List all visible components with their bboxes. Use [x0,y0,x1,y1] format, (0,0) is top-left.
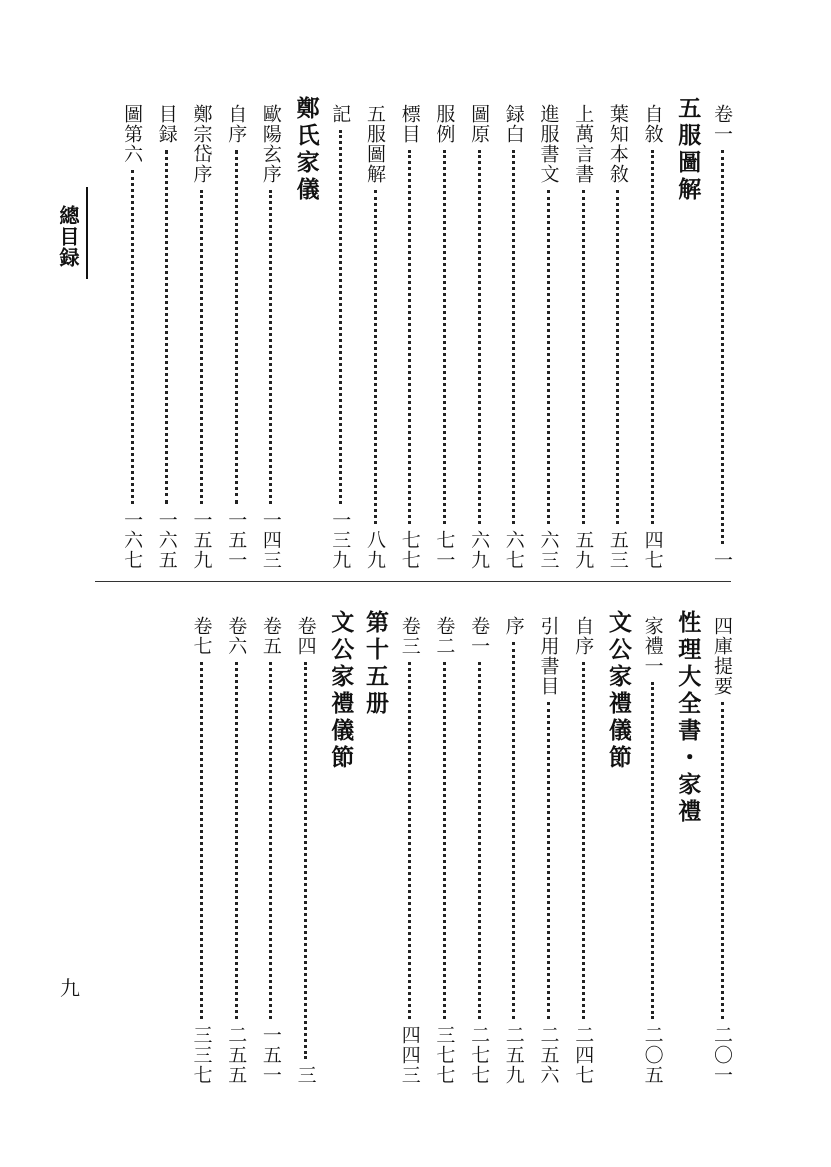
entry-page: 一 [711,550,733,570]
entry-title: 進服書文 [537,104,560,184]
leader-dots [235,662,238,1019]
entry-title: 卷五 [259,616,282,656]
entry-page: 一五一 [225,510,248,570]
entry-page: 一六五 [155,510,178,570]
entry-page: 三七七 [433,1025,456,1085]
entry-page: 二〇一 [711,1025,733,1085]
entry-page: 六七 [502,530,525,570]
toc-entry [641,616,665,1085]
heading-title: 性理大全書・家禮 [674,610,701,826]
toc-entry [710,104,734,570]
entry-title: 目録 [155,104,178,144]
leader-dots [582,662,585,1019]
heading-title: 第十五册 [362,610,388,718]
toc-entry [294,616,318,1085]
section-divider [95,581,731,582]
toc-entry [224,104,248,570]
toc-entry [710,616,734,1085]
entry-page: 三三七 [190,1025,213,1085]
toc-entry [537,616,561,1085]
entry-title: 標目 [398,104,421,144]
toc-entry [190,616,214,1085]
leader-dots [200,190,203,504]
leader-dots [443,150,446,524]
leader-dots [512,642,515,1019]
entry-title: 服例 [433,104,456,144]
toc-entry [502,616,526,1085]
entry-title: 卷七 [190,616,213,656]
leader-dots [721,702,724,1019]
toc-entry [502,104,526,570]
toc-entry [641,104,665,570]
entry-page: 六九 [468,530,491,570]
entry-page: 七一 [433,530,456,570]
entry-page: 五三 [606,530,629,570]
toc-entry [259,616,283,1085]
toc-entry [363,104,387,570]
toc-entry [467,104,491,570]
leader-dots [478,662,481,1019]
leader-dots [304,662,307,1059]
entry-page: 八九 [364,530,386,570]
toc-entry [155,104,179,570]
toc-entry [571,104,595,570]
entry-title: 卷四 [294,616,317,656]
leader-dots [512,150,515,524]
leader-dots [721,150,724,544]
running-head-rule [86,187,88,279]
toc-entry [571,616,595,1085]
toc-entry [537,104,561,570]
entry-title: 卷二 [433,616,456,656]
entry-page: 六三 [537,530,560,570]
leader-dots [408,662,411,1019]
leader-dots [235,150,238,504]
leader-dots [269,190,272,504]
leader-dots [478,150,481,524]
leader-dots [408,150,411,524]
leader-dots [374,190,377,524]
entry-title: 記 [329,104,352,124]
leader-dots [651,682,654,1019]
page-number: 九 [60,976,80,1000]
heading-title: 文公家禮儀節 [604,610,631,772]
entry-title: 自序 [572,616,595,656]
entry-page: 一四三 [259,510,282,570]
entry-page: 五九 [572,530,595,570]
heading-title: 五服圖解 [674,96,701,204]
entry-title: 自序 [225,104,248,144]
entry-page: 四七 [641,530,664,570]
entry-title: 四庫提要 [711,616,733,696]
entry-page: 一六七 [121,510,144,570]
toc-entry [259,104,283,570]
entry-page: 二〇五 [641,1025,664,1085]
toc-entry [467,616,491,1085]
leader-dots [131,170,134,504]
entry-page: 四四三 [398,1025,421,1085]
entry-title: 卷六 [225,616,248,656]
heading-title: 文公家禮儀節 [327,610,354,772]
heading-title: 鄭氏家儀 [292,96,319,204]
entry-title: 圖第六 [121,104,144,164]
entry-page: 一五一 [259,1025,282,1085]
entry-page: 二五九 [502,1025,525,1085]
leader-dots [582,190,585,524]
leader-dots [165,150,168,504]
entry-page: 二七七 [468,1025,491,1085]
entry-title: 録白 [502,104,525,144]
toc-entry [606,104,630,570]
entry-page: 一三九 [329,510,352,570]
entry-title: 引用書目 [537,616,560,696]
entry-title: 自敘 [641,104,664,144]
entry-title: 卷一 [468,616,491,656]
entry-title: 葉知本敘 [606,104,629,184]
toc-entry [328,104,352,570]
leader-dots [616,190,619,524]
section-heading [294,96,318,204]
section-heading [328,610,352,772]
entry-page: 二四七 [572,1025,595,1085]
section-heading [675,96,699,204]
toc-entry [432,616,456,1085]
entry-title: 圖原 [468,104,491,144]
entry-title: 序 [502,616,525,636]
leader-dots [200,662,203,1019]
entry-page: 七七 [398,530,421,570]
section-heading [675,610,699,826]
leader-dots [547,190,550,524]
toc-entry [120,104,144,570]
entry-title: 家禮一 [641,616,664,676]
entry-page: 一五九 [190,510,213,570]
section-heading [606,610,630,772]
entry-title: 鄭宗岱序 [190,104,213,184]
section-heading [363,610,387,718]
entry-page: 三 [294,1065,317,1085]
entry-title: 上萬言書 [572,104,595,184]
leader-dots [547,702,550,1019]
entry-page: 二五六 [537,1025,560,1085]
leader-dots [339,130,342,504]
entry-page: 二五五 [225,1025,248,1085]
leader-dots [443,662,446,1019]
toc-entry [224,616,248,1085]
entry-title: 五服圖解 [364,104,386,184]
toc-entry [398,104,422,570]
entry-title: 歐陽玄序 [259,104,282,184]
toc-entry [190,104,214,570]
entry-title: 卷三 [398,616,421,656]
entry-title: 卷一 [711,104,733,144]
leader-dots [651,150,654,524]
leader-dots [269,662,272,1019]
toc-entry [432,104,456,570]
running-head: 總目録 [56,205,80,268]
toc-entry [398,616,422,1085]
